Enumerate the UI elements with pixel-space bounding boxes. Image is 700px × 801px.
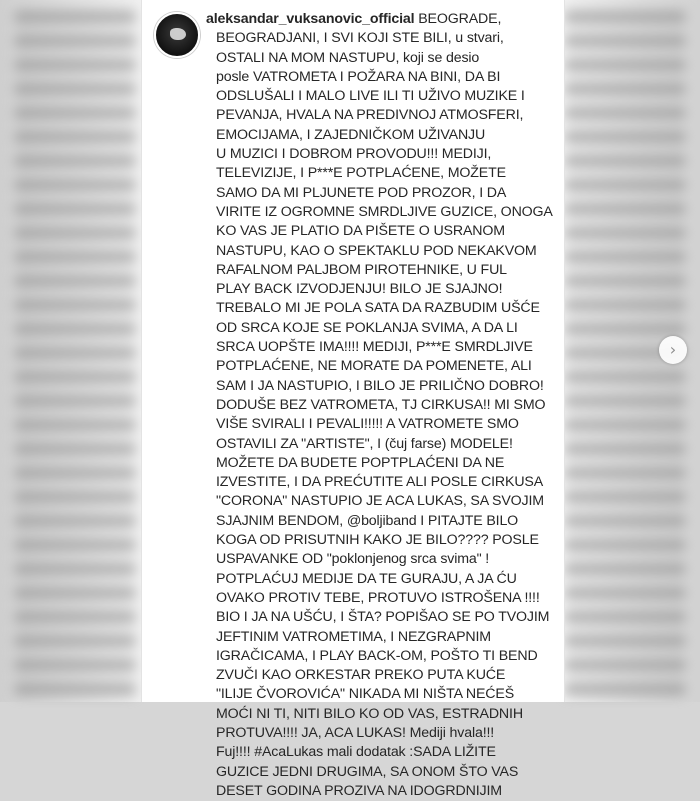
caption-line: SJAJNIM BENDOM, @boljiband I PITAJTE BILO [216, 512, 519, 529]
caption-line: PEVANJA, HVALA NA PREDIVNOJ ATMOSFERI, [216, 107, 524, 124]
caption-line: U MUZICI I DOBROM PROVODU!!! MEDIJI, [216, 146, 492, 163]
caption-line: "CORONA" NASTUPIO JE ACA LUKAS, SA SVOJIM [216, 493, 544, 510]
caption-line: BIO I JA NA UŠĆU, I ŠTA? POPIŠAO SE PO TVOJIM [216, 609, 550, 626]
caption-line: JEFTINIM VATROMETIMA, I NEZGRAPNIM [216, 628, 491, 645]
caption-line: VIRITE IZ OGROMNE SMRDLJIVE GUZICE, ONOGA [216, 203, 553, 220]
blurred-background-left [0, 0, 150, 702]
caption-line: OSTALI NA MOM NASTUPU, koji se desio [216, 49, 480, 66]
caption-line: TELEVIZIJE, I P***E POTPLAĆENE, MOŽETE [216, 165, 506, 182]
caption-line: NASTUPU, KAO O SPEKTAKLU POD NEKAKVOM [216, 242, 537, 259]
caption-line: IZVESTITE, I DA PREĆUTITE ALI POSLE CIRKUSA [216, 474, 544, 491]
caption-line: OD SRCA KOJE SE POKLANJA SVIMA, A DA LI [216, 319, 518, 336]
caption-line: "ILIJE ČVOROVIĆA" NIKADA MI NIŠTA NEĆEŠ [216, 686, 515, 703]
caption-line: SAM I JA NASTUPIO, I BILO JE PRILIČNO DOBRO! [216, 377, 544, 394]
caption-line: POTPLAĆUJ MEDIJE DA TE GURAJU, A JA ĆU [216, 570, 517, 587]
caption-line: OVAKO PROTIV TEBE, PROTUVO ISTROŠENA !!!! [216, 589, 540, 606]
caption-line: MOĆI NI TI, NITI BILO KO OD VAS, ESTRADNIH [216, 705, 523, 722]
caption-line: BEOGRADJANI, I SVI KOJI STE BILI, u stvari, [216, 30, 504, 47]
caption-line: POTPLAĆENE, NE MORATE DA POMENETE, ALI [216, 358, 532, 375]
caption-body [206, 29, 554, 801]
post-caption [206, 10, 554, 801]
profile-avatar[interactable] [154, 12, 200, 58]
caption-line: KOGA OD PRISUTNIH KAKO JE BILO???? POSLE [216, 532, 539, 549]
caption-line: DODUŠE BEZ VATROMETA, TJ CIRKUSA!! MI SMO [216, 396, 546, 413]
caption-line: SAMO DA MI PLJUNETE POD PROZOR, I DA [216, 184, 507, 201]
chevron-right-icon: › [669, 340, 677, 359]
caption-line: RAFALNOM PALJBOM PIROTEHNIKE, U FUL [216, 261, 507, 278]
caption-line: DESET GODINA PROZIVA NA IDOGRDNIJIM [216, 782, 502, 799]
username-link[interactable]: aleksandar_vuksanovic_official [206, 11, 415, 27]
caption-line: posle VATROMETA I POŽARA NA BINI, DA BI [216, 68, 501, 85]
caption-line: ODSLUŠALI I MALO LIVE ILI TI UŽIVO MUZIKE I [216, 88, 525, 105]
post-caption-card [141, 0, 565, 799]
caption-line: TREBALO MI JE POLA SATA DA RAZBUDIM UŠĆE [216, 300, 540, 317]
caption-line: USPAVANKE OD "poklonjenog srca svima" ! [216, 551, 490, 568]
caption-first-line [206, 10, 554, 29]
caption-line: OSTAVILI ZA "ARTISTE", I (čuj farse) MODELE! [216, 435, 513, 452]
caption-line: EMOCIJAMA, I ZAJEDNIČKOM UŽIVANJU [216, 126, 486, 143]
caption-line: KO VAS JE PLATIO DA PIŠETE O USRANOM [216, 223, 505, 240]
caption-line: PLAY BACK IZVODJENJU! BILO JE SJAJNO! [216, 281, 503, 298]
caption-line: MOŽETE DA BUDETE POPTPLAĆENI DA NE [216, 454, 505, 471]
caption-line: GUZICE JEDNI DRUGIMA, SA ONOM ŠTO VAS [216, 763, 519, 780]
next-post-button[interactable] [659, 336, 687, 364]
caption-line: PROTUVA!!!! JA, ACA LUKAS! Mediji hvala!!! [216, 724, 495, 741]
caption-line: ZVUČI KAO ORKESTAR PREKO PUTA KUĆE [216, 667, 506, 684]
caption-first-text: BEOGRADE, [414, 11, 502, 27]
caption-line: VIŠE SVIRALI I PEVALI!!!!! A VATROMETE SMO [216, 416, 519, 433]
caption-line: SRCA UOPŠTE IMA!!!! MEDIJI, P***E SMRDLJIVE [216, 339, 533, 356]
caption-line: Fuj!!!! #AcaLukas mali dodatak :SADA LIŽITE [216, 744, 496, 761]
caption-line: IGRAČICAMA, I PLAY BACK-OM, POŠTO TI BEND [216, 647, 538, 664]
